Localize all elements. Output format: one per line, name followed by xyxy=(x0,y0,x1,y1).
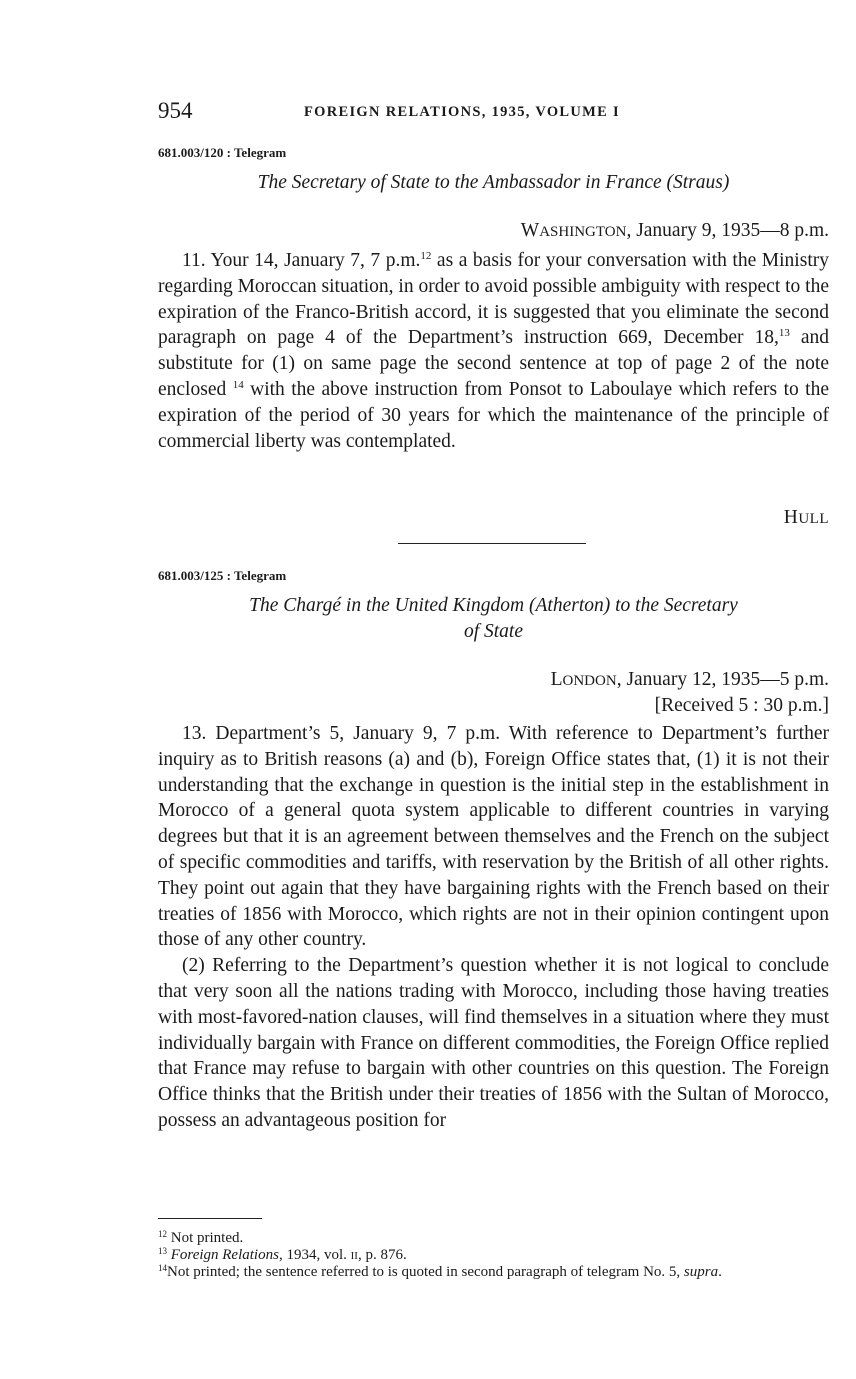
footnote-14-mark: 14 xyxy=(158,1263,167,1273)
doc1-place-rest: ASHINGTON xyxy=(539,224,627,240)
section-divider xyxy=(398,543,586,544)
doc1-sig-initial: H xyxy=(783,507,799,528)
doc2-received: [Received 5 : 30 p.m.] xyxy=(654,695,829,716)
footnote-rule xyxy=(158,1218,262,1219)
doc1-dateline xyxy=(158,218,829,245)
footnote-13-page: , p. 876. xyxy=(357,1247,407,1263)
footnote-12-mark: 12 xyxy=(158,1229,167,1239)
footnote-ref-12: 12 xyxy=(420,250,432,262)
page-number: 954 xyxy=(158,98,193,123)
doc2-file-id: 681.003/125 : Telegram xyxy=(158,568,287,583)
doc2-place-rest: ONDON xyxy=(562,673,617,689)
footnote-13-text: , 1934, vol. xyxy=(278,1247,351,1263)
footnote-13-vol: ii xyxy=(350,1247,358,1263)
footnote-13-title: Foreign Relations xyxy=(170,1247,279,1263)
footnote-14-supra: supra xyxy=(683,1264,719,1280)
doc2-title xyxy=(158,593,829,645)
footnote-14-end: . xyxy=(718,1264,722,1280)
doc1-date: , January 9, 1935—8 p.m. xyxy=(626,220,829,241)
footnote-14 xyxy=(158,1264,829,1281)
doc1-file-id: 681.003/120 : Telegram xyxy=(158,145,287,160)
doc2-paragraph-2: (2) Referring to the Department’s question whether it is not logical to conclude that very soon all the nations trading with Morocco, including those having treaties with most-favored-nation clauses, will find themselves in a situation where they must individually bargain with France on different commodities, the Foreign Office replied that France may refuse to bargain with other countries on this question. The Foreign Office thinks that the British under their treaties of 1856 with the Sultan of Morocco, possess an advantageous position for xyxy=(158,955,829,1131)
doc2-paragraph-1: 13. Department’s 5, January 9, 7 p.m. With reference to Department’s further inquiry as to British reasons (a) and (b), Foreign Office states that, (1) it is not their understanding that the exchange in question is the initial step in the establishment in Morocco of a general quota system applicable to different countries in varying degrees but that it is an agreement between themselves and the French on the subject of specific commodities and tariffs, with reservation by the British of all other rights. They point out again that they have bargaining rights with the French based on their treaties of 1856 with Morocco, which rights are not in their opinion contingent upon those of any other country. xyxy=(158,723,829,951)
footnote-13 xyxy=(158,1247,829,1264)
doc2-dateline xyxy=(158,667,829,694)
doc1-body xyxy=(158,248,829,454)
footnote-14-text: Not printed; the sentence referred to is quoted in second paragraph of telegram No. 5, xyxy=(167,1264,684,1280)
footnote-12 xyxy=(158,1230,829,1247)
doc2-date: , January 12, 1935—5 p.m. xyxy=(616,669,829,690)
doc2-body xyxy=(158,721,829,1134)
footnotes xyxy=(158,1230,829,1281)
running-head: FOREIGN RELATIONS, 1935, VOLUME I xyxy=(304,104,620,120)
doc1-text-c: and substitute for (1) on same page the second sentence at top of page 2 of the note enclosed xyxy=(158,327,830,400)
footnote-ref-13: 13 xyxy=(778,327,790,340)
doc2-title-line1: The Chargé in the United Kingdom (Atherton) to the Secretary xyxy=(249,595,738,616)
doc2-title-line2: of State xyxy=(463,621,524,642)
doc1-text-d: with the above instruction from Ponsot to Laboulaye which refers to the expiration of the period of 30 years for which the maintenance of the principle of commercial liberty was contemplated. xyxy=(158,378,830,452)
doc2-place-initial: L xyxy=(550,669,563,690)
doc1-signature xyxy=(158,507,829,529)
footnote-12-text: Not printed. xyxy=(167,1230,244,1246)
doc1-sig-rest: ULL xyxy=(798,511,829,527)
doc1-text-a: 11. Your 14, January 7, 7 p.m. xyxy=(182,250,421,271)
doc1-title: The Secretary of State to the Ambassador in France (Straus) xyxy=(257,172,730,193)
doc1-place-initial: W xyxy=(520,220,540,241)
page-header xyxy=(158,98,829,128)
doc1-paragraph xyxy=(158,248,829,454)
doc1-text-b: as a basis for your conversation with the Ministry regarding Moroccan situation, in order to avoid possible ambiguity with respect to the expiration of the Franco-British accord, it is suggested that you eliminate the second paragraph on page 4 of the Department’s instruction 669, December 18, xyxy=(158,250,829,349)
footnote-13-mark: 13 xyxy=(158,1246,167,1256)
footnote-ref-14: 14 xyxy=(232,378,244,391)
